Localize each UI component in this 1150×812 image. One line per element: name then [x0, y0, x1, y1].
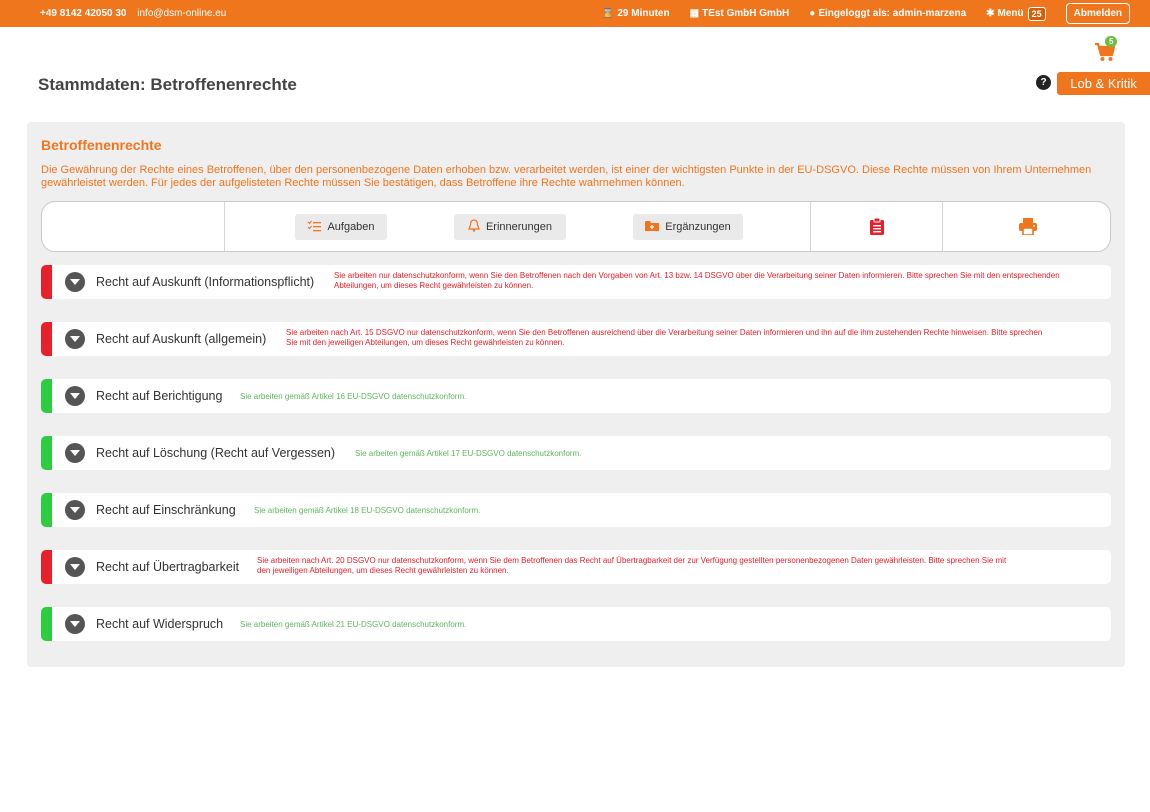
additions-button[interactable]: Ergänzungen	[633, 214, 743, 240]
contact-email[interactable]: info@dsm-online.eu	[137, 8, 227, 19]
action-toolbar	[41, 201, 1111, 252]
feedback-button[interactable]: Lob & Kritik	[1057, 72, 1150, 95]
right-row[interactable]	[41, 607, 1111, 641]
chevron-down-icon[interactable]	[65, 500, 85, 520]
session-timer: ⌛ 29 Minuten	[601, 8, 670, 19]
right-title[interactable]: Recht auf Einschränkung	[96, 503, 236, 517]
status-indicator	[41, 550, 52, 584]
menu-button[interactable]: ✱ Menü 25	[986, 7, 1046, 21]
status-indicator	[41, 265, 52, 299]
right-row[interactable]	[41, 550, 1111, 584]
right-title[interactable]: Recht auf Löschung (Recht auf Vergessen)	[96, 446, 336, 460]
contact-phone[interactable]: +49 8142 42050 30	[40, 8, 127, 19]
status-indicator	[41, 493, 52, 527]
right-row[interactable]	[41, 493, 1111, 527]
reminders-button[interactable]: Erinnerungen	[454, 214, 566, 240]
chevron-down-icon[interactable]	[65, 386, 85, 406]
right-row[interactable]	[41, 436, 1111, 470]
right-row[interactable]	[41, 379, 1111, 413]
print-icon[interactable]	[1019, 218, 1037, 240]
status-indicator	[41, 436, 52, 470]
gear-icon: ✱	[986, 8, 995, 19]
panel-description: Die Gewährung der Rechte eines Betroffenen, über den personenbezogene Daten erhoben bzw. verarbeitet werden, ist einer der wichtigsten Punkte in der EU-DSGVO. Diese Rechte müssen von Ihrem Unternehmen gewährleistet werden. Für jedes der aufgelisteten Rechte müssen Sie bestätigen, dass Betroffene ihre Rechte wahrnehmen können.	[41, 164, 1092, 189]
help-icon[interactable]: ?	[1036, 75, 1051, 90]
right-status-note: Sie arbeiten gemäß Artikel 18 EU-DSGVO datenschutzkonform.	[254, 506, 481, 515]
chevron-down-icon[interactable]	[65, 557, 85, 577]
right-title[interactable]: Recht auf Übertragbarkeit	[96, 560, 240, 574]
tasks-button[interactable]: Aufgaben	[295, 214, 387, 240]
panel-title: Betroffenenrechte	[41, 137, 162, 153]
folder-plus-icon	[645, 220, 659, 235]
chevron-down-icon[interactable]	[65, 272, 85, 292]
clipboard-icon[interactable]	[870, 218, 884, 240]
toolbar-divider	[810, 202, 811, 251]
logout-button[interactable]: Abmelden	[1066, 3, 1130, 24]
toolbar-divider	[942, 202, 943, 251]
right-title[interactable]: Recht auf Auskunft (allgemein)	[96, 332, 267, 346]
cart-count-badge: 5	[1105, 36, 1117, 47]
right-row[interactable]	[41, 322, 1111, 356]
toolbar-divider	[224, 202, 225, 251]
tasks-icon	[307, 220, 321, 235]
page-title: Stammdaten: Betroffenenrechte	[38, 75, 297, 94]
building-icon: ▦	[689, 8, 700, 19]
chevron-down-icon[interactable]	[65, 443, 85, 463]
right-title[interactable]: Recht auf Berichtigung	[96, 389, 223, 403]
company-selector[interactable]: ▦ TEst GmbH GmbH	[689, 8, 790, 19]
bell-icon	[468, 219, 480, 235]
logged-in-user[interactable]: ● Eingeloggt als: admin-marzena	[809, 8, 967, 19]
menu-count-badge: 25	[1028, 7, 1046, 21]
chevron-down-icon[interactable]	[65, 614, 85, 634]
chevron-down-icon[interactable]	[65, 329, 85, 349]
right-title[interactable]: Recht auf Auskunft (Informationspflicht)	[96, 275, 315, 289]
status-indicator	[41, 379, 52, 413]
top-bar	[0, 0, 1150, 27]
right-status-note: Sie arbeiten nur datenschutzkonform, wenn Sie den Betroffenen nach den Vorgaben von Art. 13 bzw. 14 DSGVO über die Verarbeitung seiner Daten informieren. Bitte sprechen Sie mit den entsprechenden Abteilungen, um dieses Recht gewährleisten zu können.	[334, 271, 1060, 290]
right-status-note: Sie arbeiten gemäß Artikel 21 EU-DSGVO datenschutzkonform.	[240, 620, 467, 629]
user-icon: ●	[809, 8, 816, 19]
right-row[interactable]	[41, 265, 1111, 299]
right-status-note: Sie arbeiten gemäß Artikel 17 EU-DSGVO datenschutzkonform.	[355, 449, 582, 458]
right-status-note: Sie arbeiten gemäß Artikel 16 EU-DSGVO datenschutzkonform.	[240, 392, 467, 401]
status-indicator	[41, 607, 52, 641]
hourglass-icon: ⌛	[601, 8, 615, 19]
right-status-note: Sie arbeiten nach Art. 15 DSGVO nur datenschutzkonform, wenn Sie den Betroffenen ausreichend über die Verarbeitung seiner Daten informieren und ihn auf die ihm zustehenden Rechte hinweisen. Bitte sprechen Sie mit den jeweiligen Abteilungen, um dieses Recht gewährleisten zu können.	[286, 328, 1043, 347]
status-indicator	[41, 322, 52, 356]
rights-panel	[27, 122, 1125, 667]
right-status-note: Sie arbeiten nach Art. 20 DSGVO nur datenschutzkonform, wenn Sie dem Betroffenen das Recht auf Übertragbarkeit der zur Verfügung gestellten personenbezogenen Daten gewährleisten. Bitte sprechen Sie mit den jeweiligen Abteilungen, um dieses Recht gewährleisten zu können.	[257, 556, 1007, 575]
right-title[interactable]: Recht auf Widerspruch	[96, 617, 224, 631]
